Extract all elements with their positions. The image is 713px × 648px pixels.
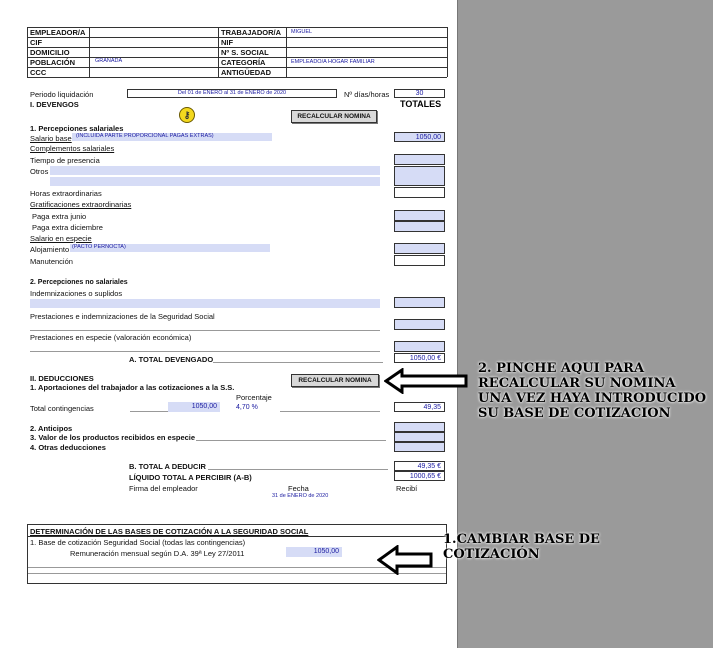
poblacion-value[interactable]: GRANADA [95, 58, 123, 64]
dias-label: Nº días/horas [344, 90, 390, 99]
total-deducir-label: B. TOTAL A DEDUCIR [129, 462, 206, 471]
porcentaje-value: 4,70 % [236, 404, 258, 411]
aportaciones-title: 1. Aportaciones del trabajador a las cotizaciones a la S.S. [30, 383, 235, 392]
otras-deducciones-label: 4. Otras deducciones [30, 443, 106, 452]
indemnizaciones-label: Indemnizaciones o suplidos [30, 289, 123, 298]
total-devengado-total [394, 353, 445, 363]
prestaciones-ss-total[interactable] [394, 319, 445, 330]
nss-label: Nº S. SOCIAL [221, 48, 269, 57]
alojamiento-total[interactable] [394, 243, 445, 254]
periodo-field[interactable] [127, 89, 337, 98]
contingencias-value: 49,35 [423, 404, 441, 411]
fecha-value: 31 de ENERO de 2020 [272, 493, 329, 499]
remuneracion-label: Remuneración mensual según D.A. 39ª Ley 27/2011 [70, 549, 245, 558]
anticipos-label: 2. Anticipos [30, 424, 73, 433]
no-salariales-title: 2. Percepciones no salariales [30, 279, 128, 286]
periodo-label: Periodo liquidación [30, 90, 94, 99]
prestaciones-especie-label: Prestaciones en especie (valoración económica) [30, 333, 192, 342]
annotation-recalcular: 2. PINCHE AQUI PARA RECALCULAR SU NOMINA UNA VEZ HAYA INTRODUCIDO SU BASE DE COTIZACION [478, 361, 707, 421]
salario-base-total[interactable] [394, 132, 445, 142]
poblacion-label: POBLACIÓN [30, 58, 75, 67]
alojamiento-note-field[interactable] [70, 244, 270, 252]
horas-extra-total[interactable] [394, 187, 445, 198]
arrow-left-icon [384, 368, 468, 394]
salario-base-note: (INCLUIDA PARTE PROPORCIONAL PAGAS EXTRAS) [76, 133, 214, 139]
total-devengado-value: 1050,00 € [409, 355, 441, 362]
recalcular-nomina-button-top[interactable]: RECALCULAR NOMINA [291, 110, 377, 123]
fecha-label: Fecha [288, 484, 309, 493]
anticipos-total[interactable] [394, 422, 445, 432]
categoria-label: CATEGORÍA [221, 58, 266, 67]
prestaciones-ss-label: Prestaciones e indemnizaciones de la Seguridad Social [30, 312, 215, 321]
liquido-total [394, 471, 445, 481]
salario-base-value: 1050,00 [415, 134, 441, 141]
liquido-label: LÍQUIDO TOTAL A PERCIBIR (A-B) [129, 473, 252, 482]
periodo-value: Del 01 de ENERO al 31 de ENERO de 2020 [177, 90, 287, 96]
valor-productos-label: 3. Valor de los productos recibidos en especie [30, 433, 196, 442]
prestaciones-especie-total[interactable] [394, 341, 445, 352]
cif-label: CIF [30, 38, 43, 47]
domicilio-label: DOMICILIO [30, 48, 70, 57]
remuneracion-input[interactable]: 1050,00 [286, 547, 342, 557]
dias-field[interactable] [394, 89, 445, 98]
key-help-icon[interactable]: ⚷ [179, 107, 195, 123]
arrow-left-icon-2 [377, 545, 433, 575]
paga-junio-total[interactable] [394, 210, 445, 221]
alojamiento-label: Alojamiento [30, 245, 70, 254]
otros-label: Otros [30, 167, 49, 176]
percepciones-title: 1. Percepciones salariales [30, 124, 124, 133]
devengos-title: I. DEVENGOS [30, 100, 79, 109]
total-devengado-label: A. TOTAL DEVENGADO [129, 355, 214, 364]
total-contingencias-label: Total contingencias [30, 404, 94, 413]
otras-deducciones-total[interactable] [394, 442, 445, 452]
paga-junio-label: Paga extra junio [32, 212, 87, 221]
salario-base-note-field[interactable] [72, 133, 272, 141]
salario-base-label: Salario base [30, 134, 72, 143]
paga-diciembre-total[interactable] [394, 221, 445, 232]
manutencion-total[interactable] [394, 255, 445, 266]
empleador-label: EMPLEADOR/A [30, 28, 86, 37]
deducciones-title: II. DEDUCCIONES [30, 374, 94, 383]
tiempo-presencia-total[interactable] [394, 154, 445, 165]
annotation-cambiar-base: 1.CAMBIAR BASE DE COTIZACIÓN [443, 532, 600, 562]
otros-field-2[interactable] [50, 177, 380, 186]
salario-especie-label: Salario en especie [30, 234, 92, 243]
manutencion-label: Manutención [30, 257, 73, 266]
trabajador-value[interactable]: MIGUEL [291, 29, 313, 35]
total-deducir-value: 49,35 € [417, 463, 441, 470]
indemnizaciones-field[interactable] [30, 299, 380, 308]
bases-title: DETERMINACIÓN DE LAS BASES DE COTIZACIÓN A LA SEGURIDAD SOCIAL [30, 527, 309, 536]
otros-total[interactable] [394, 166, 445, 186]
base-cotizacion-label: 1. Base de cotización Seguridad Social (todas las contingencias) [30, 538, 246, 547]
complementos-label: Complementos salariales [30, 144, 115, 153]
contingencias-total [394, 402, 445, 412]
total-deducir-total [394, 461, 445, 471]
paga-diciembre-label: Paga extra diciembre [32, 223, 103, 232]
otros-field[interactable] [50, 166, 380, 175]
antiguedad-label: ANTIGÜEDAD [221, 68, 271, 77]
gratificaciones-label: Gratificaciones extraordinarias [30, 200, 132, 209]
firma-label: Firma del empleador [129, 484, 198, 493]
dias-value: 30 [415, 90, 424, 97]
porcentaje-label: Porcentaje [236, 393, 272, 402]
nif-label: NIF [221, 38, 234, 47]
tiempo-presencia-label: Tiempo de presencia [30, 156, 100, 165]
valor-productos-total[interactable] [394, 432, 445, 442]
recibi-label: Recibí [396, 484, 418, 493]
recalcular-nomina-button[interactable]: RECALCULAR NOMINA [291, 374, 379, 387]
alojamiento-note: (PACTO PERNOCTA) [72, 244, 126, 250]
base-contingencias-value[interactable]: 1050,00 [168, 402, 220, 412]
horas-extra-label: Horas extraordinarias [30, 189, 102, 198]
ccc-label: CCC [30, 68, 47, 77]
totales-heading: TOTALES [400, 99, 442, 109]
trabajador-label: TRABAJADOR/A [221, 28, 281, 37]
liquido-value: 1000,65 € [409, 473, 441, 480]
categoria-value[interactable]: EMPLEADO/A HOGAR FAMILIAR [291, 59, 375, 65]
indemnizaciones-total[interactable] [394, 297, 445, 308]
